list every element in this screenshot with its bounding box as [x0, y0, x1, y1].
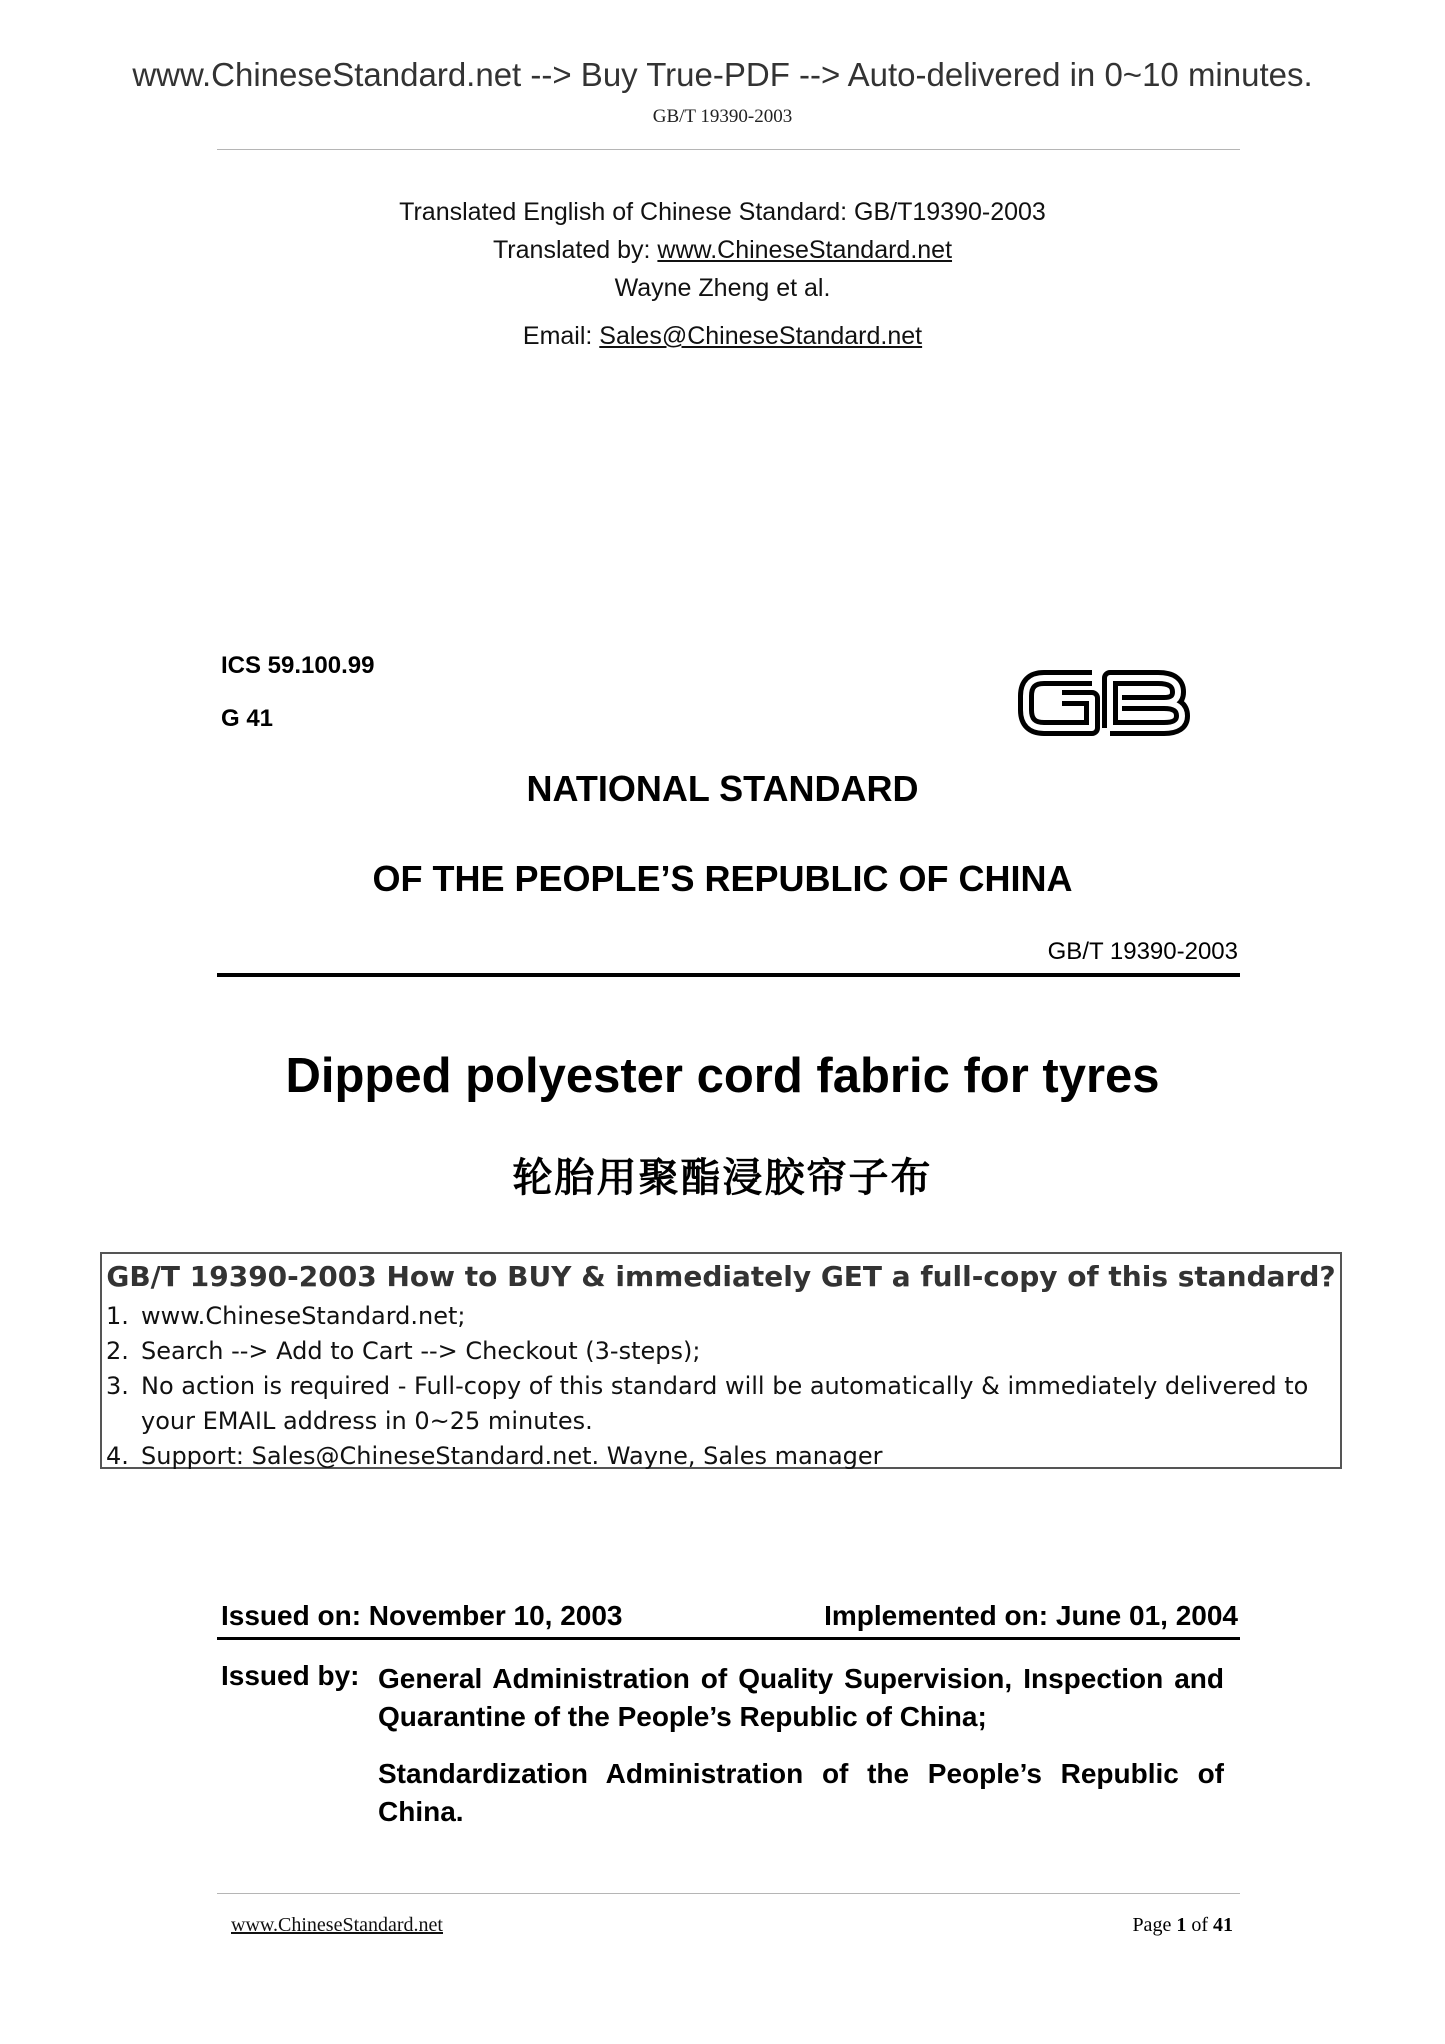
- page-number: 1: [1176, 1914, 1187, 1936]
- issuer-org-2: Standardization Administration of the People’s Republic of China.: [378, 1758, 1224, 1827]
- document-title: Dipped polyester cord fabric for tyres: [285, 1049, 1160, 1103]
- translated-by-link[interactable]: www.ChineseStandard.net: [657, 236, 953, 264]
- ccs-code: G 41: [221, 705, 274, 732]
- translation-note: Translated English of Chinese Standard: GB/T19390-2003: [399, 198, 1046, 226]
- purchase-step: [106, 1337, 700, 1365]
- footer-divider: [217, 1893, 1240, 1894]
- header-divider: [217, 149, 1240, 150]
- translator-name: Wayne Zheng et al.: [614, 274, 831, 302]
- purchase-step: [106, 1407, 593, 1435]
- heading-rule: [217, 973, 1240, 977]
- step-text: Search --> Add to Cart --> Checkout (3-steps);: [141, 1337, 701, 1365]
- header-standard-code: GB/T 19390-2003: [652, 106, 793, 127]
- national-standard-heading: NATIONAL STANDARD: [526, 768, 919, 809]
- step-text[interactable]: www.ChineseStandard.net;: [141, 1302, 466, 1330]
- step-text: your EMAIL address in 0~25 minutes.: [141, 1407, 593, 1435]
- ics-code: ICS 59.100.99: [221, 652, 375, 679]
- step-number: 3.: [106, 1372, 129, 1400]
- purchase-step: [106, 1302, 465, 1330]
- purchase-step: [106, 1442, 883, 1470]
- gb-logo: [1018, 662, 1190, 742]
- issued-on-date: Issued on: November 10, 2003: [221, 1600, 623, 1631]
- purchase-box-title: GB/T 19390-2003 How to BUY & immediately GET a full-copy of this standard?: [106, 1260, 1336, 1293]
- standard-number: GB/T 19390-2003: [1047, 938, 1238, 965]
- issuer-org-1: General Administration of Quality Supervision, Inspection and Quarantine of the People’s Republic of China;: [378, 1663, 1224, 1732]
- step-text: No action is required - Full-copy of this standard will be automatically & immediately delivered to: [141, 1372, 1309, 1400]
- step-number: 1.: [106, 1302, 129, 1330]
- step-number: 4.: [106, 1442, 129, 1470]
- step-number: 2.: [106, 1337, 129, 1365]
- translated-by-label: Translated by:: [492, 236, 658, 264]
- header-banner: www.ChineseStandard.net --> Buy True-PDF --> Auto-delivered in 0~10 minutes.: [132, 56, 1313, 93]
- step-text: Support: Sales@ChineseStandard.net. Wayne, Sales manager: [141, 1442, 883, 1470]
- page-of-label: of: [1186, 1914, 1213, 1936]
- issued-by-label: Issued by:: [221, 1660, 360, 1691]
- page-indicator: [1000, 1914, 1233, 1937]
- email-label: Email:: [522, 322, 600, 350]
- footer-link[interactable]: www.ChineseStandard.net: [231, 1914, 443, 1936]
- purchase-step: [106, 1372, 1308, 1400]
- email-link[interactable]: Sales@ChineseStandard.net: [599, 322, 923, 350]
- translated-by: [0, 236, 1445, 265]
- email-line: [0, 322, 1445, 351]
- page-label: Page: [1132, 1914, 1177, 1936]
- page-total: 41: [1213, 1914, 1233, 1936]
- purchase-info-box: [100, 1252, 1342, 1469]
- document-title-chinese: 轮胎用聚酯浸胶帘子布: [512, 1155, 933, 1201]
- dates-rule: [217, 1637, 1240, 1640]
- prc-heading: OF THE PEOPLE’S REPUBLIC OF CHINA: [372, 858, 1073, 899]
- implemented-on-date: Implemented on: June 01, 2004: [824, 1600, 1238, 1631]
